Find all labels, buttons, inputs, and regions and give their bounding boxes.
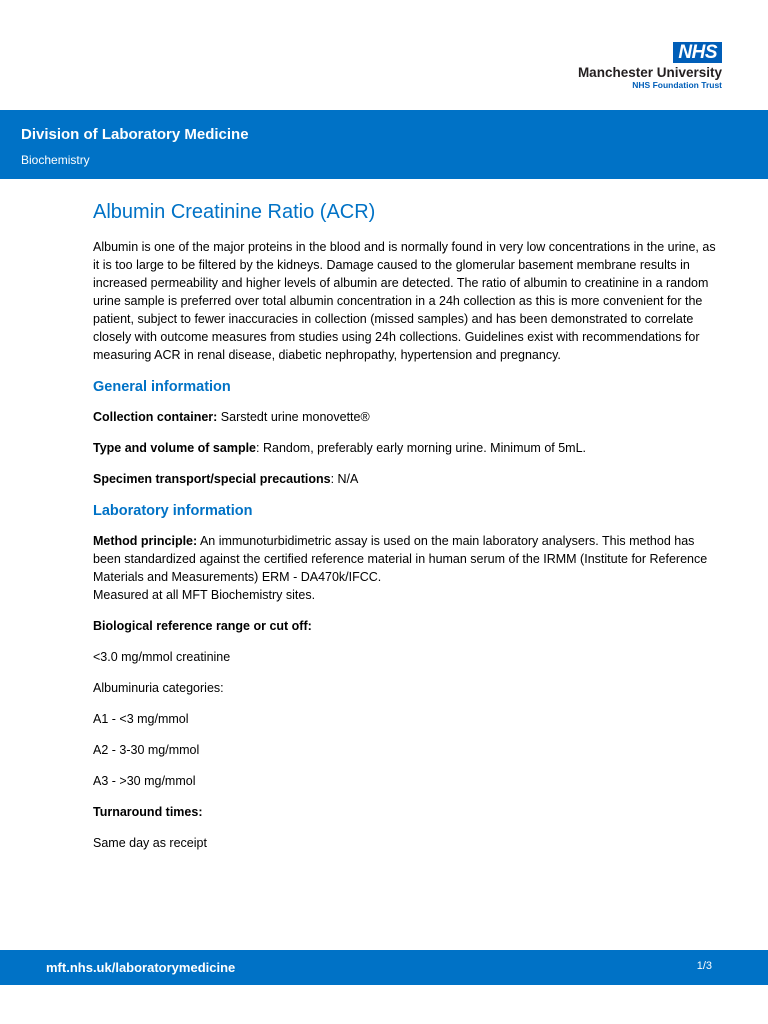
general-information-heading: General information <box>93 379 231 395</box>
sample-type-line <box>93 439 723 457</box>
turnaround-times-label-text: Turnaround times: <box>93 805 203 819</box>
footer-url-link[interactable]: mft.nhs.uk/laboratorymedicine <box>46 960 236 975</box>
footer-band <box>0 950 768 985</box>
method-principle-line <box>93 532 723 586</box>
turnaround-times-label <box>93 803 723 821</box>
collection-container-label: Collection container: <box>93 410 218 424</box>
specimen-transport-line <box>93 470 723 488</box>
sample-type-value: : Random, preferably early morning urine. Minimum of 5mL. <box>256 441 587 455</box>
turnaround-times-value: Same day as receipt <box>93 836 207 850</box>
method-principle-label: Method principle: <box>93 534 198 548</box>
laboratory-information-heading: Laboratory information <box>93 503 253 519</box>
specimen-transport-value: : N/A <box>330 472 359 486</box>
albuminuria-category: A3 - >30 mg/mmol <box>93 774 196 788</box>
organisation-trust: NHS Foundation Trust <box>632 80 722 90</box>
page-title: Albumin Creatinine Ratio (ACR) <box>93 201 376 223</box>
header-band <box>0 110 768 179</box>
page-number: 1/3 <box>696 960 712 972</box>
reference-range-label-text: Biological reference range or cut off: <box>93 619 312 633</box>
organisation-name: Manchester University <box>577 65 722 80</box>
nhs-badge: NHS <box>673 42 722 63</box>
measured-sites-line: Measured at all MFT Biochemistry sites. <box>93 588 316 602</box>
reference-range-label <box>93 617 723 635</box>
albuminuria-category: A1 - <3 mg/mmol <box>93 712 189 726</box>
department-subtitle: Biochemistry <box>21 153 90 167</box>
document-body <box>93 198 723 865</box>
albuminuria-categories-label: Albuminuria categories: <box>93 681 224 695</box>
division-title: Division of Laboratory Medicine <box>21 126 249 143</box>
reference-range-value: <3.0 mg/mmol creatinine <box>93 650 231 664</box>
albuminuria-category: A2 - 3-30 mg/mmol <box>93 743 200 757</box>
sample-type-label: Type and volume of sample <box>93 441 257 455</box>
nhs-logo <box>578 42 722 90</box>
specimen-transport-label: Specimen transport/special precautions <box>93 472 331 486</box>
method-principle-value: An immunoturbidimetric assay is used on the main laboratory analysers. This method has been standardized against the certified reference material in human serum of the IRMM (Institute for Reference Materials and Measurements) ERM ‐ DA470k/IFCC. <box>93 534 708 584</box>
intro-paragraph: Albumin is one of the major proteins in the blood and is normally found in very low concentrations in the urine, as it is too large to be filtered by the kidneys. Damage caused to the glomerular basement membrane results in increased permeability and higher levels of albumin are detected. The ratio of albumin to creatinine in a random urine sample is preferred over total albumin concentration in a 24h collection as this is more convenient for the patient, subject to fewer inaccuracies in collection (missed samples) and has been demonstrated to correlate closely with outcome measures from studies using 24h collections. Guidelines exist with recommendations for measuring ACR in renal disease, diabetic nephropathy, hypertension and pregnancy. <box>93 240 716 362</box>
collection-container-line <box>93 408 723 426</box>
collection-container-value: Sarstedt urine monovette® <box>217 410 370 424</box>
